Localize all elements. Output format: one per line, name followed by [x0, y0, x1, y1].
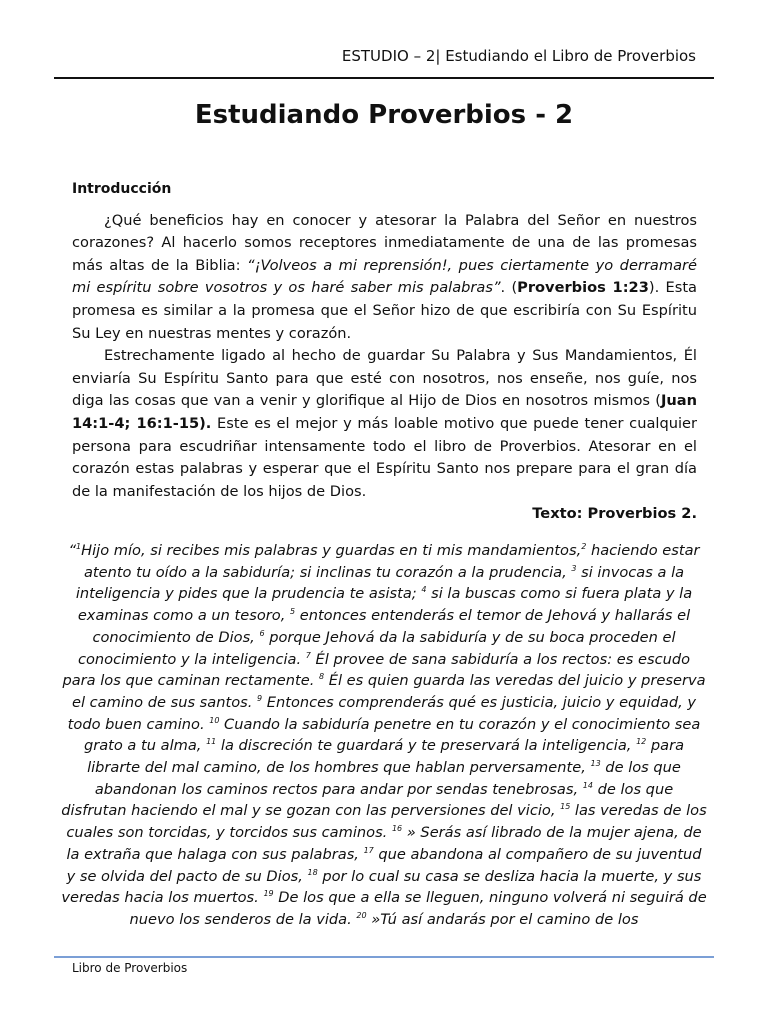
- verse-number: 6: [259, 628, 265, 638]
- verse-segments: [61, 542, 706, 928]
- p1-reference: Proverbios 1:23: [517, 279, 649, 297]
- p1-quote: “¡Volveos a mi reprensión!, pues ciertamente yo derramaré mi espíritu sobre vosotros y os haré saber mis palabras”: [72, 256, 698, 297]
- footer-text: Libro de Proverbios: [72, 961, 188, 975]
- verse-text: haciendo estar atento tu oído a la sabiduría; si inclinas tu corazón a la prudencia,: [83, 542, 700, 581]
- verse-number: 13: [590, 759, 601, 769]
- p1-text-c: ). Esta promesa es similar a la promesa que el Señor hizo de que escribiría con Su Espíritu Su Ley en nuestras mentes y corazón.: [72, 279, 697, 342]
- verse-number: 19: [263, 889, 274, 899]
- text-reference: Texto: Proverbios 2.: [532, 505, 697, 523]
- p2-text-a: Estrechamente ligado al hecho de guardar Su Palabra y Sus Mandamientos, Él enviaría Su Espíritu Santo para que esté con nosotros, nos enseñe, nos guíe, nos diga las cosas que van a venir y glorifique al Hijo de Dios en nosotros mismos (: [72, 347, 697, 410]
- verse-number: 12: [636, 737, 647, 747]
- p1-text-a: ¿Qué beneficios hay en conocer y atesorar la Palabra del Señor en nuestros corazones? Al hacerlo somos receptores inmediatamente de una de las promesas más altas de la Biblia:: [72, 211, 697, 274]
- document-title: Estudiando Proverbios - 2: [194, 100, 574, 130]
- verse-number: 9: [257, 694, 263, 704]
- verse-number: 17: [363, 845, 374, 855]
- intro-heading: Introducción: [72, 181, 172, 197]
- verse-text: Él provee de sana sabiduría a los rectos: es escudo para los que caminan rectamente.: [62, 650, 691, 690]
- verse-number: 4: [421, 585, 427, 595]
- verse-number: 20: [356, 911, 367, 921]
- verse-text: de los que abandonan los caminos rectos para andar por sendas tenebrosas,: [94, 759, 681, 798]
- verse-text: la discreción te guardará y te preservará la inteligencia,: [216, 737, 637, 755]
- verse-number: 1: [76, 542, 82, 552]
- verse-number: 11: [206, 737, 217, 747]
- body-text: [72, 178, 697, 526]
- verse-text: entonces entenderás el temor de Jehová y hallarás el conocimiento de Dios,: [92, 607, 691, 646]
- paragraph-2: [72, 345, 697, 503]
- verse-text: Él es quien guarda las veredas del juicio y preserva el camino de sus santos.: [71, 672, 706, 711]
- scripture-passage: [60, 540, 708, 931]
- verse-number: 2: [581, 542, 587, 552]
- p2-text-b: Este es el mejor y más loable motivo que puede tener cualquier persona para escudriñar intensamente todo el libro de Proverbios. Atesorar en el corazón estas palabras y esperar que el Espíritu Santo nos prepare para el gran día de la manifestación de los hijos de Dios.: [72, 414, 697, 500]
- paragraph-1: [72, 210, 697, 346]
- verse-text: si la buscas como si fuera plata y la examinas como a un tesoro,: [77, 585, 693, 625]
- verse-text: Entonces comprenderás qué es justicia, juicio y equidad, y todo buen camino.: [67, 693, 696, 733]
- verse-number: 14: [582, 780, 593, 790]
- p1-text-b: . (: [500, 279, 518, 297]
- verse-number: 18: [307, 867, 318, 877]
- header-rule: [54, 77, 714, 79]
- verse-text: si invocas a la inteligencia y pides que la prudencia te asista;: [75, 563, 685, 603]
- verse-number: 7: [305, 650, 311, 660]
- verse-number: 15: [560, 802, 571, 812]
- verse-number: 3: [571, 563, 577, 573]
- verse-open-quote: “: [68, 542, 77, 559]
- verse-text: por lo cual su casa se desliza hacia la muerte, y sus veredas hacia los muertos.: [61, 867, 702, 907]
- p2-reference: Juan 14:1-4; 16:1-15).: [72, 392, 697, 432]
- verse-number: 8: [319, 672, 325, 682]
- verse-text: las veredas de los cuales son torcidas, y torcidos sus caminos.: [66, 802, 707, 842]
- verse-text: porque Jehová da la sabiduría y de su boca proceden el conocimiento y la inteligencia.: [77, 628, 676, 668]
- verse-text: De los que a ella se lleguen, ninguno volverá ni seguirá de nuevo los senderos de la vida.: [129, 889, 707, 928]
- verse-text: de los que disfrutan haciendo el mal y se gozan con las perversiones del vicio,: [61, 780, 674, 820]
- verse-text: » Serás así librado de la mujer ajena, de la extraña que halaga con sus palabras,: [66, 824, 702, 863]
- verse-number: 16: [391, 824, 403, 834]
- footer-rule: [54, 956, 714, 958]
- verse-text: para librarte del mal camino, de los hombres que hablan perversamente,: [87, 737, 685, 777]
- verse-text: »Tú así andarás por el camino de los: [366, 910, 639, 928]
- verse-number: 5: [290, 607, 296, 617]
- verse-text: que abandona al compañero de su juventud y se olvida del pacto de su Dios,: [66, 845, 702, 885]
- header-title: ESTUDIO – 2| Estudiando el Libro de Proverbios: [341, 47, 696, 65]
- verse-number: 10: [209, 715, 220, 725]
- verse-text: Cuando la sabiduría penetre en tu corazón y el conocimiento sea grato a tu alma,: [83, 715, 701, 755]
- verse-text: Hijo mío, si recibes mis palabras y guardas en ti mis mandamientos,: [81, 542, 582, 559]
